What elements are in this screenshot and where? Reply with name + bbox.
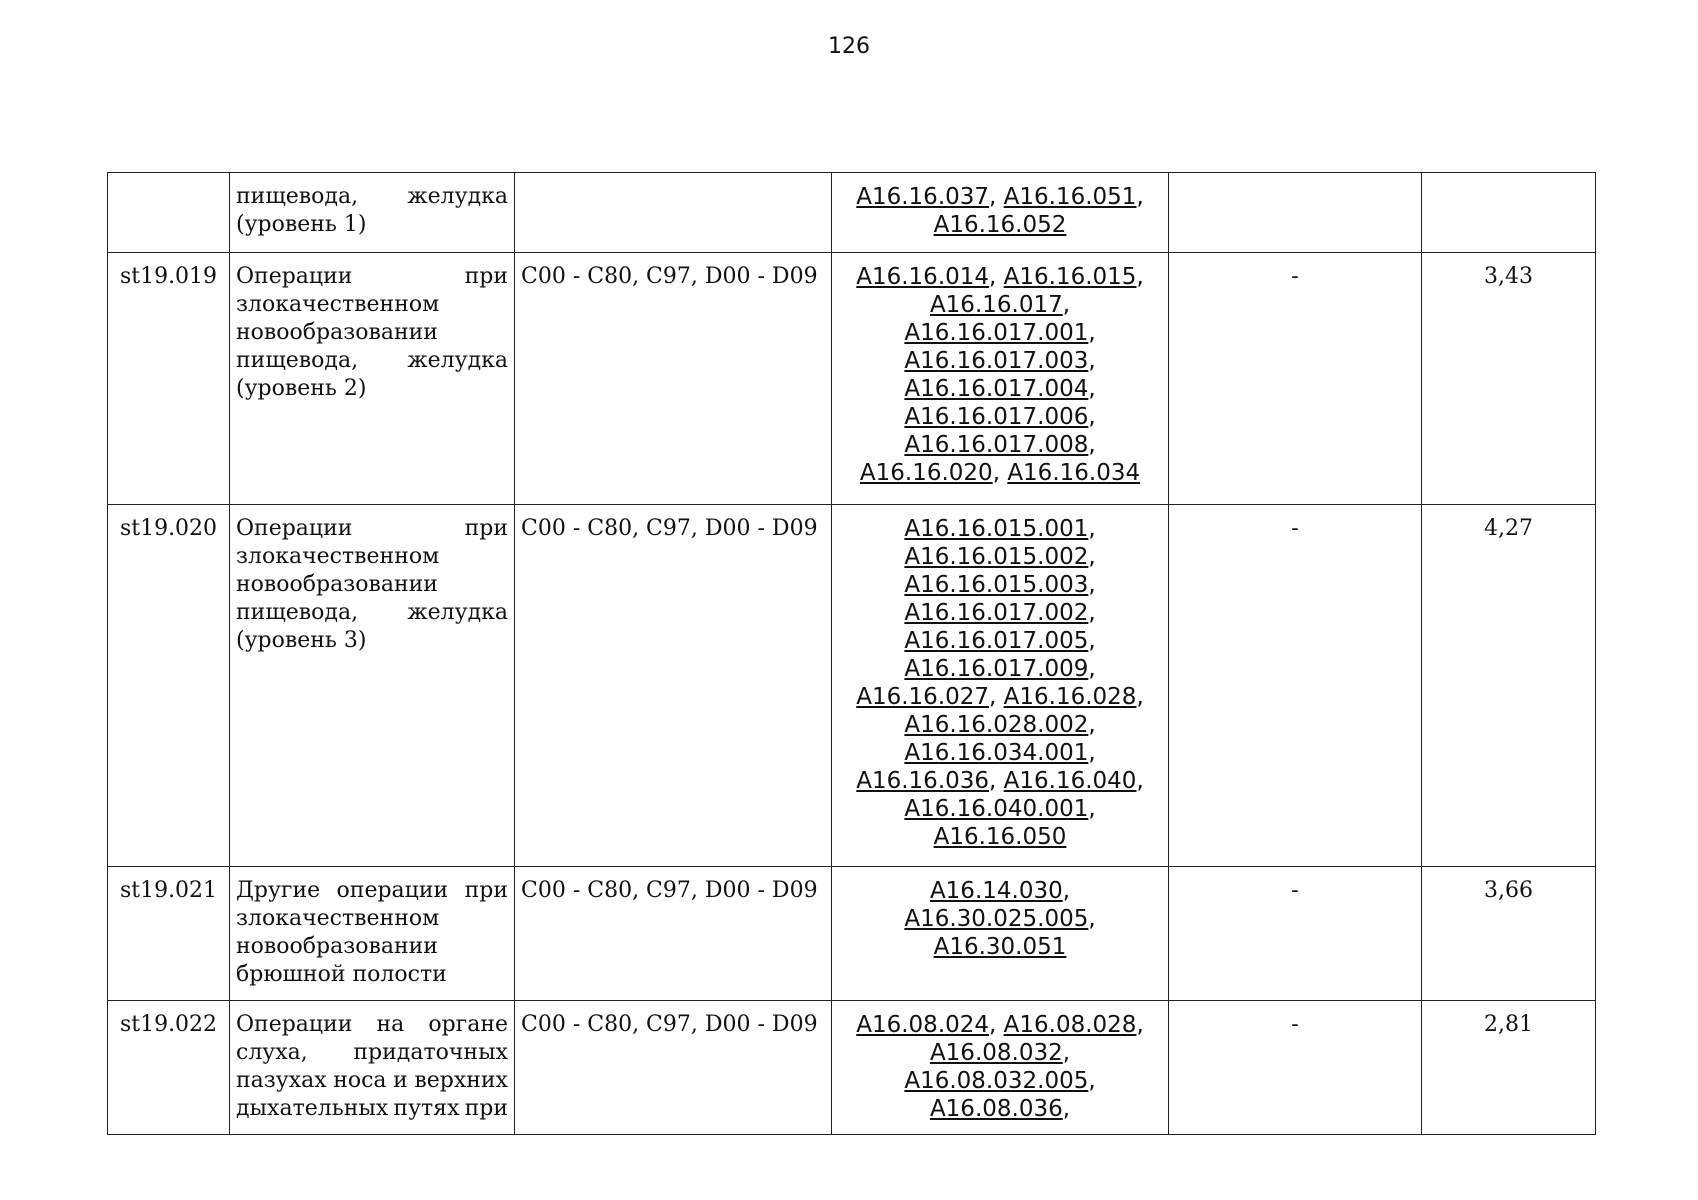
ksg-code-cell: st19.020 xyxy=(108,505,230,867)
ksg-code-cell: st19.019 xyxy=(108,253,230,505)
operation-code-link[interactable]: A16.16.017.006 xyxy=(904,404,1089,430)
name-line: слуха, придаточных xyxy=(236,1040,508,1065)
table-row xyxy=(108,1001,1596,1135)
operation-code-link[interactable]: A16.16.052 xyxy=(933,212,1067,238)
ksg-name-cell xyxy=(230,867,515,1001)
name-line: брюшной полости xyxy=(236,962,447,987)
operation-code-link[interactable]: A16.16.017.008 xyxy=(904,432,1089,458)
operation-code-link[interactable]: A16.16.015.001 xyxy=(904,516,1089,542)
extra-criteria-cell: - xyxy=(1169,253,1422,505)
table-row xyxy=(108,253,1596,505)
operation-code-link[interactable]: A16.16.017.003 xyxy=(904,348,1089,374)
name-line: Операции на органе xyxy=(236,1012,508,1037)
extra-criteria-cell: - xyxy=(1169,505,1422,867)
operation-code-link[interactable]: A16.16.028.002 xyxy=(904,712,1089,738)
name-line: злокачественном xyxy=(236,292,440,317)
name-line: пищевода, желудка xyxy=(236,184,508,209)
operation-code-link[interactable]: A16.08.024 xyxy=(856,1012,990,1038)
operation-code-link[interactable]: A16.16.020 xyxy=(859,460,993,486)
operation-code-link[interactable]: A16.16.040.001 xyxy=(904,796,1089,822)
operation-code-link[interactable]: A16.08.032 xyxy=(929,1040,1063,1066)
coefficient-cell xyxy=(1422,173,1596,253)
extra-criteria-cell xyxy=(1169,173,1422,253)
tariff-table xyxy=(107,172,1596,1135)
ksg-name-cell xyxy=(230,253,515,505)
operation-code-link[interactable]: A16.30.051 xyxy=(933,934,1067,960)
operation-codes-cell: A16.16.037, A16.16.051, A16.16.052 xyxy=(832,173,1169,253)
name-line: злокачественном xyxy=(236,906,440,931)
coefficient-cell: 3,43 xyxy=(1422,253,1596,505)
name-line: новообразовании xyxy=(236,934,438,959)
name-line: Операции при xyxy=(236,516,508,541)
operation-code-link[interactable]: A16.08.036 xyxy=(929,1096,1063,1122)
icd-codes-cell xyxy=(515,173,832,253)
operation-code-link[interactable]: A16.16.017.001 xyxy=(904,320,1089,346)
operation-code-link[interactable]: A16.30.025.005 xyxy=(904,906,1089,932)
operation-code-link[interactable]: A16.16.017.005 xyxy=(904,628,1089,654)
name-line: (уровень 3) xyxy=(236,628,367,653)
operation-codes-cell: A16.14.030, A16.30.025.005, A16.30.051 xyxy=(832,867,1169,1001)
operation-code-link[interactable]: A16.16.036 xyxy=(856,768,990,794)
table-row xyxy=(108,867,1596,1001)
coefficient-cell: 4,27 xyxy=(1422,505,1596,867)
name-line: (уровень 2) xyxy=(236,376,367,401)
extra-criteria-cell: - xyxy=(1169,1001,1422,1135)
operation-code-link[interactable]: A16.08.028 xyxy=(1003,1012,1137,1038)
name-line: новообразовании xyxy=(236,320,438,345)
operation-codes-cell: A16.16.015.001, A16.16.015.002, A16.16.015.003, A16.16.017.002, A16.16.017.005, A16.16.017.009, A16.16.027, A16.16.028, A16.16.028.002, A16.16.034.001, A16.16.036, A16.16.040, A16.16.040.001, A16.16.050 xyxy=(832,505,1169,867)
icd-codes-cell: C00 - C80, C97, D00 - D09 xyxy=(515,1001,832,1135)
operation-code-link[interactable]: A16.16.015.003 xyxy=(904,572,1089,598)
operation-code-link[interactable]: A16.16.014 xyxy=(856,264,990,290)
name-line: дыхательных путях при xyxy=(236,1096,508,1121)
name-line: (уровень 1) xyxy=(236,212,367,237)
operation-code-link[interactable]: A16.16.051 xyxy=(1003,184,1137,210)
icd-codes-cell: C00 - C80, C97, D00 - D09 xyxy=(515,505,832,867)
operation-codes-cell: A16.08.024, A16.08.028, A16.08.032, A16.08.032.005, A16.08.036, xyxy=(832,1001,1169,1135)
operation-code-link[interactable]: A16.16.017.009 xyxy=(904,656,1089,682)
operation-code-link[interactable]: A16.16.037 xyxy=(856,184,990,210)
name-line: пищевода, желудка xyxy=(236,600,508,625)
ksg-code-cell xyxy=(108,173,230,253)
ksg-name-cell xyxy=(230,1001,515,1135)
ksg-name-cell xyxy=(230,505,515,867)
name-line: Операции при xyxy=(236,264,508,289)
name-line: пищевода, желудка xyxy=(236,348,508,373)
operation-code-link[interactable]: A16.16.015 xyxy=(1003,264,1137,290)
table-row xyxy=(108,505,1596,867)
operation-code-link[interactable]: A16.16.027 xyxy=(856,684,990,710)
operation-code-link[interactable]: A16.14.030 xyxy=(929,878,1063,904)
icd-codes-cell: C00 - C80, C97, D00 - D09 xyxy=(515,253,832,505)
operation-code-link[interactable]: A16.16.050 xyxy=(933,824,1067,850)
name-line: новообразовании xyxy=(236,572,438,597)
name-line: злокачественном xyxy=(236,544,440,569)
operation-code-link[interactable]: A16.16.028 xyxy=(1003,684,1137,710)
operation-code-link[interactable]: A16.16.015.002 xyxy=(904,544,1089,570)
ksg-code-cell: st19.022 xyxy=(108,1001,230,1135)
coefficient-cell: 2,81 xyxy=(1422,1001,1596,1135)
operation-code-link[interactable]: A16.16.017.004 xyxy=(904,376,1089,402)
operation-code-link[interactable]: A16.16.034.001 xyxy=(904,740,1089,766)
page-number: 126 xyxy=(828,34,870,59)
operation-codes-cell: A16.16.014, A16.16.015, A16.16.017, A16.16.017.001, A16.16.017.003, A16.16.017.004, A16.16.017.006, A16.16.017.008, A16.16.020, A16.16.034 xyxy=(832,253,1169,505)
operation-code-link[interactable]: A16.16.017 xyxy=(929,292,1063,318)
operation-code-link[interactable]: A16.16.017.002 xyxy=(904,600,1089,626)
ksg-code-cell: st19.021 xyxy=(108,867,230,1001)
table-row xyxy=(108,173,1596,253)
coefficient-cell: 3,66 xyxy=(1422,867,1596,1001)
extra-criteria-cell: - xyxy=(1169,867,1422,1001)
name-line: пазухах носа и верхних xyxy=(236,1068,508,1093)
ksg-name-cell xyxy=(230,173,515,253)
operation-code-link[interactable]: A16.16.034 xyxy=(1007,460,1141,486)
icd-codes-cell: C00 - C80, C97, D00 - D09 xyxy=(515,867,832,1001)
name-line: Другие операции при xyxy=(236,878,508,903)
operation-code-link[interactable]: A16.08.032.005 xyxy=(904,1068,1089,1094)
operation-code-link[interactable]: A16.16.040 xyxy=(1003,768,1137,794)
